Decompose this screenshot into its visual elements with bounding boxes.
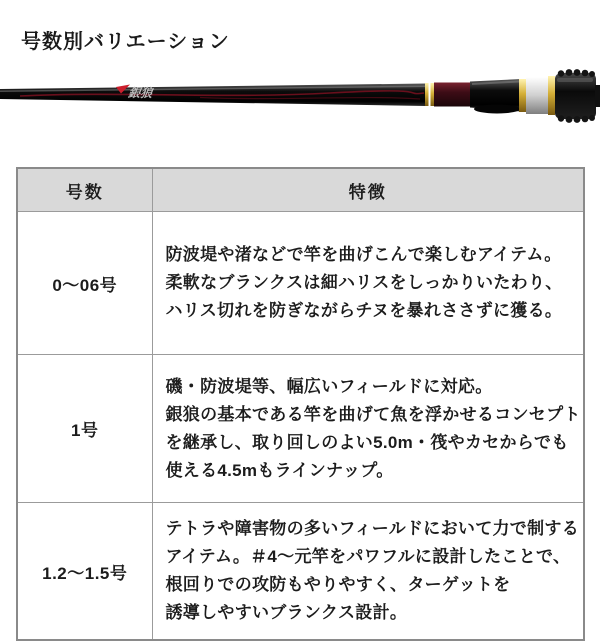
table-row: [17, 212, 584, 355]
features-cell: [152, 355, 584, 503]
size-header-cell: 号数: [17, 168, 152, 212]
size-cell: 1号: [17, 355, 152, 503]
rod-illustration: [0, 60, 600, 130]
gold-ring: [431, 83, 435, 106]
page-title: 号数別バリエーション: [21, 31, 230, 54]
rod-blank: [0, 84, 425, 107]
feature-line: テトラや障害物の多いフィールドにおいて力で制する: [165, 519, 579, 538]
feature-line: 銀狼の基本である竿を曲げて魚を浮かせるコンセプト: [165, 404, 581, 424]
feature-line: 防波堤や渚などで竿を曲げこんで楽しむアイテム。: [165, 245, 562, 264]
feature-line: ハリス切れを防ぎながらチヌを暴れささずに獲る。: [165, 301, 563, 320]
feature-line: 根回りでの攻防もやりやすく、ターゲットを: [165, 575, 511, 594]
gold-ring: [548, 76, 555, 115]
maroon-section: [434, 83, 470, 107]
feature-line: 使える4.5mもラインナップ。: [165, 460, 394, 480]
size-cell: 0～06号: [17, 212, 152, 355]
brand-logo-text: 銀狼: [127, 86, 154, 100]
feature-line: 磯・防波堤等、幅広いフィールドに対応。: [165, 376, 493, 396]
size-variation-table: [16, 167, 585, 641]
table-header-row: [17, 168, 584, 212]
feature-line: アイテム。＃4～元竿をパワフルに設計したことで、: [165, 547, 571, 566]
butt-bump: [474, 105, 520, 114]
gold-ring: [519, 79, 526, 112]
feature-line: 誘導しやすいブランクス設計。: [165, 603, 408, 622]
feature-line: 柔軟なブランクスは細ハリスをしっかりいたわり、: [165, 273, 563, 292]
knurled-grip: [555, 69, 596, 123]
silver-band: [526, 77, 548, 114]
rod-product-image: [0, 60, 600, 130]
features-header-cell: 特徴: [152, 168, 584, 212]
rod-butt-section: [425, 69, 600, 123]
table-row: [17, 503, 584, 641]
features-cell: [152, 212, 584, 355]
table-row: [17, 355, 584, 503]
size-cell: 1.2～1.5号: [17, 503, 152, 641]
feature-line: を継承し、取り回しのよい5.0m・筏やカセからでも: [165, 432, 569, 452]
features-cell: [152, 503, 584, 641]
gold-ring: [425, 83, 429, 106]
rod-end: [595, 85, 600, 107]
